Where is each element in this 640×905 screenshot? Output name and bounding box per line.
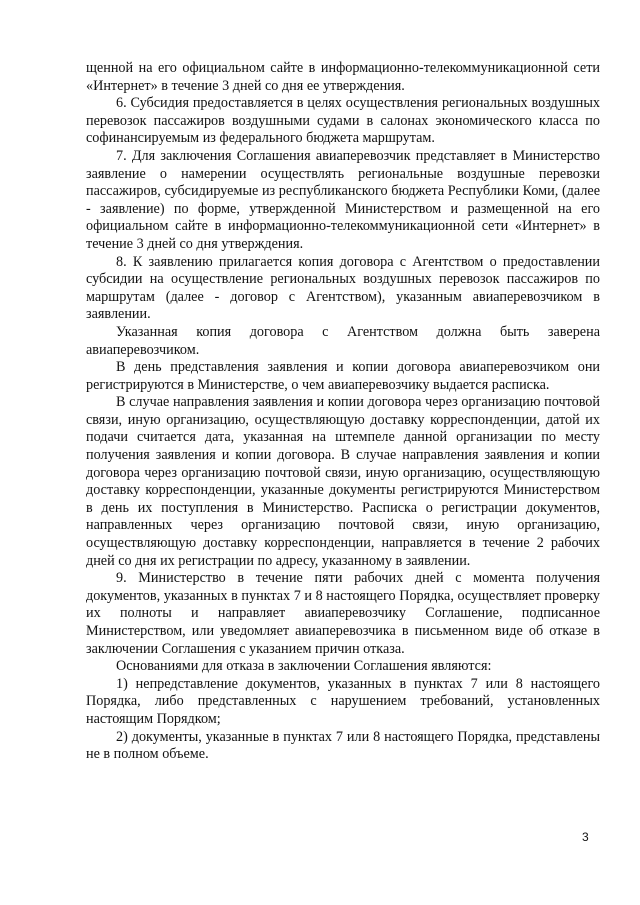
paragraph-item-7: 7. Для заключения Соглашения авиаперевозчик представляет в Министерство заявление о намерении осуществлять региональные воздушные перевозки пассажиров, субсидируемые из республиканского бюджета Республики Коми, (далее - заявление) по форме, утвержденной Министерством и размещенной на его официальном сайте в информационно-телекоммуникационной сети «Интернет» в течение 3 дней со дня утверждения. [86,147,600,252]
paragraph-registration: В день представления заявления и копии договора авиаперевозчиком они регистрируются в Министерстве, о чем авиаперевозчику выдается расписка. [86,359,600,393]
list-item-2: 2) документы, указанные в пунктах 7 или 8 настоящего Порядка, представлены не в полном объеме. [86,728,600,763]
list-item-1: 1) непредставление документов, указанных в пунктах 7 или 8 настоящего Порядка, либо представленных с нарушением требований, установленных настоящим Порядком; [86,675,600,727]
paragraph-refusal-grounds: Основаниями для отказа в заключении Соглашения являются: [116,658,492,675]
paragraph-continuation: щенной на его официальном сайте в информационно-телекоммуникационной сети «Интернет» в течение 3 дней со дня ее утверждения. [86,60,600,94]
document-body [86,60,600,764]
paragraph-item-6: 6. Субсидия предоставляется в целях осуществления региональных воздушных перевозок пассажиров воздушными судами в салонах экономического класса по софинансируемым из федерального бюджета маршрутам. [86,95,600,147]
page-number: 3 [582,830,589,844]
paragraph-certified-copy: Указанная копия договора с Агентством должна быть заверена авиаперевозчиком. [86,323,600,358]
paragraph-item-8: 8. К заявлению прилагается копия договора с Агентством о предоставлении субсидии на осуществление региональных воздушных перевозок пассажиров по маршрутам (далее - договор с Агентством), указанным авиаперевозчиком в заявлении. [86,253,600,323]
paragraph-postal-delivery: В случае направления заявления и копии договора через организацию почтовой связи, иную организацию, осуществляющую доставку корреспонденции, датой их подачи считается дата, указанная на штемпеле данной организации по месту получения заявления и копии договора. В случае направления заявления и копии договора через организацию почтовой связи, иную организацию, осуществляющую доставку корреспонденции, указанные документы регистрируются Министерством в день их поступления в Министерство. Расписка о регистрации документов, направленных через организацию почтовой связи, иную организацию, осуществляющую доставку корреспонденции, направляется в течение 2 рабочих дней со дня их регистрации по адресу, указанному в заявлении. [86,394,600,569]
paragraph-item-9: 9. Министерство в течение пяти рабочих дней с момента получения документов, указанных в пунктах 7 и 8 настоящего Порядка, осуществляет проверку их полноты и направляет авиаперевозчику Соглашение, подписанное Министерством, или уведомляет авиаперевозчика в письменном виде об отказе в заключении Соглашения с указанием причин отказа. [86,570,600,657]
